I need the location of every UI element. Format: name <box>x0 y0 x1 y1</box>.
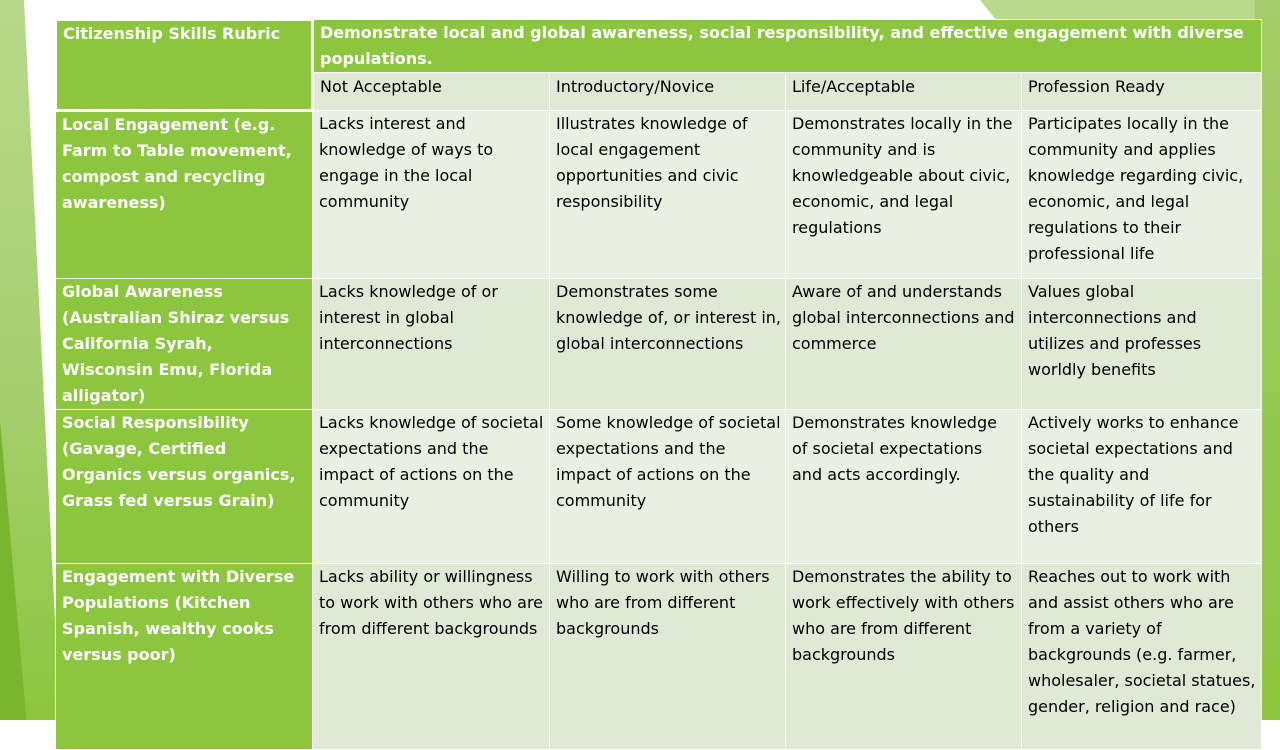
criterion-label: Social Responsibility (Gavage, Certified Organics versus organics, Grass fed versus Grain) <box>56 410 313 564</box>
table-row <box>56 279 1262 410</box>
level-header: Life/Acceptable <box>786 73 1022 111</box>
rubric-cell: Lacks ability or willingness to work with others who are from different backgrounds <box>313 564 550 750</box>
table-header-row <box>56 20 1262 73</box>
rubric-cell: Aware of and understands global interconnections and commerce <box>786 279 1022 410</box>
rubric-cell: Demonstrates locally in the community and is knowledgeable about civic, economic, and legal regulations <box>786 111 1022 279</box>
level-header: Not Acceptable <box>313 73 550 111</box>
level-header: Profession Ready <box>1022 73 1262 111</box>
rubric-cell: Actively works to enhance societal expectations and the quality and sustainability of life for others <box>1022 410 1262 564</box>
table-row <box>56 111 1262 279</box>
rubric-cell: Illustrates knowledge of local engagement opportunities and civic responsibility <box>550 111 786 279</box>
rubric-cell: Reaches out to work with and assist others who are from a variety of backgrounds (e.g. farmer, wholesaler, societal statues, gender, religion and race) <box>1022 564 1262 750</box>
rubric-cell: Demonstrates knowledge of societal expectations and acts accordingly. <box>786 410 1022 564</box>
level-header: Introductory/Novice <box>550 73 786 111</box>
rubric-cell: Willing to work with others who are from different backgrounds <box>550 564 786 750</box>
rubric-description: Demonstrate local and global awareness, social responsibility, and effective engagement with diverse populations. <box>313 20 1262 73</box>
rubric-cell: Lacks knowledge of societal expectations and the impact of actions on the community <box>313 410 550 564</box>
criterion-label: Engagement with Diverse Populations (Kitchen Spanish, wealthy cooks versus poor) <box>56 564 313 750</box>
rubric-cell: Demonstrates the ability to work effectively with others who are from different backgrounds <box>786 564 1022 750</box>
rubric-cell: Some knowledge of societal expectations and the impact of actions on the community <box>550 410 786 564</box>
citizenship-rubric-table <box>54 18 1262 750</box>
rubric-cell: Lacks interest and knowledge of ways to engage in the local community <box>313 111 550 279</box>
rubric-title: Citizenship Skills Rubric <box>56 20 313 111</box>
rubric-cell: Lacks knowledge of or interest in global interconnections <box>313 279 550 410</box>
rubric-cell: Demonstrates some knowledge of, or interest in, global interconnections <box>550 279 786 410</box>
rubric-cell: Participates locally in the community and applies knowledge regarding civic, economic, and legal regulations to their professional life <box>1022 111 1262 279</box>
rubric-cell: Values global interconnections and utilizes and professes worldly benefits <box>1022 279 1262 410</box>
criterion-label: Global Awareness (Australian Shiraz versus California Syrah, Wisconsin Emu, Florida alligator) <box>56 279 313 410</box>
table-row <box>56 564 1262 750</box>
criterion-label: Local Engagement (e.g. Farm to Table movement, compost and recycling awareness) <box>56 111 313 279</box>
table-row <box>56 410 1262 564</box>
